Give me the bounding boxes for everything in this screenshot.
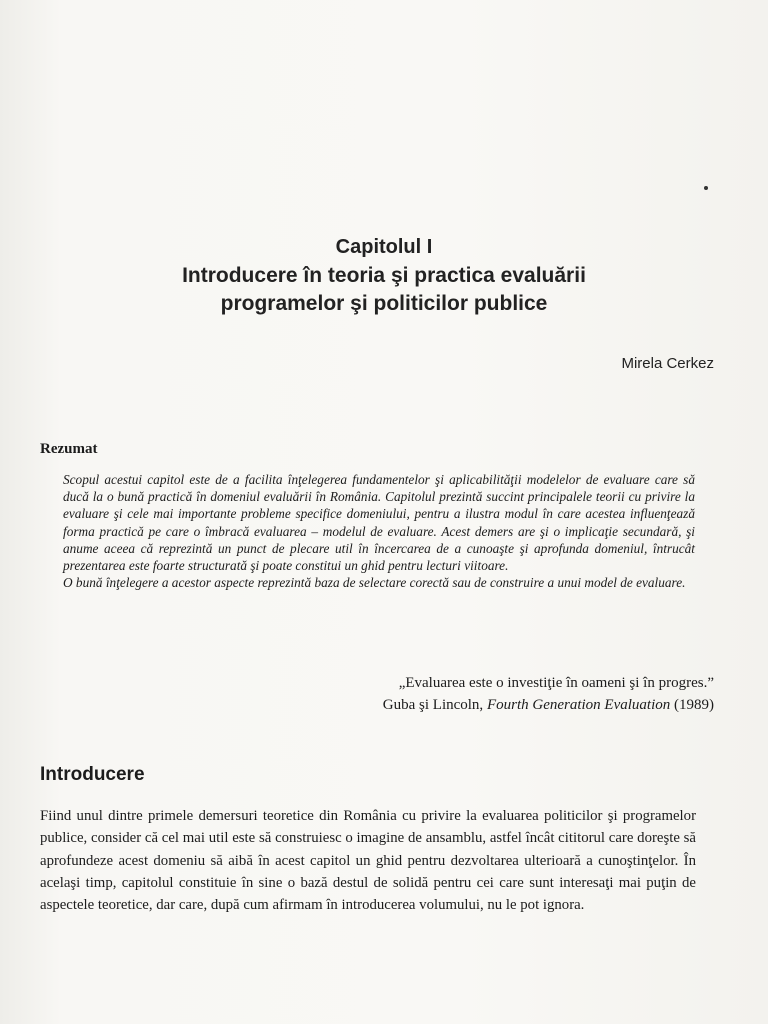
abstract-text — [63, 471, 695, 591]
epigraph-work-title: Fourth Generation Evaluation — [486, 697, 671, 713]
epigraph-quote: „Evaluarea este o investiţie în oameni şi în progres.” — [398, 675, 714, 691]
epigraph — [383, 672, 714, 716]
chapter-number: Capitolul I — [335, 236, 433, 258]
introduction-body: Fiind unul dintre primele demersuri teoretice din România cu privire la evaluarea politicilor şi programelor publice, consider că cel mai util este să construiesc o imagine de ansamblu, astfel încât cititorul care doreşte să aprofundeze acest domeniu să aibă în acest capitol un ghid pentru dezvoltarea ulterioară a cunoştinţelor. În acelaşi timp, capitolul constituie în sine o bază destul de solidă pentru cei care sunt interesaţi mai puţin de aspectele teoretice, dar care, după cum afirmam în introducerea volumului, nu le pot ignora. — [40, 808, 696, 914]
abstract-paragraph-1: Scopul acestui capitol este de a facilita înţelegerea fundamentelor şi aplicabilităţii modelelor de evaluare care să ducă la o bună practică în domeniul evaluării în România. Capitolul prezintă succint principalele teorii cu privire la evaluare şi cele mai importante probleme specifice domeniului, pentru a ilustra modul în care acestea influenţează forma practică pe care o îmbracă evaluarea – modelul de evaluare. Acest demers are şi o implicaţie secundară, şi anume aceea că reprezintă un punct de plecare util în încercarea de a cunoaşte şi aprofunda domeniul, întrucât prezentarea este foarte structurată şi poate constitui un ghid pentru lecturi viitoare. — [63, 472, 695, 574]
epigraph-authors: Guba şi Lincoln, — [382, 697, 487, 713]
epigraph-year: (1989) — [670, 697, 714, 713]
ink-speck — [704, 186, 708, 190]
chapter-author: Mirela Cerkez — [621, 355, 714, 372]
abstract-paragraph-2: O bună înţelegere a acestor aspecte reprezintă baza de selectare corectă sau de construire a unui model de evaluare. — [63, 575, 686, 591]
chapter-title-line-1: Introducere în teoria şi practica evaluării — [182, 264, 586, 287]
abstract-heading: Rezumat — [40, 441, 98, 457]
chapter-title-line-2: programelor şi politicilor publice — [220, 292, 548, 315]
epigraph-source — [383, 694, 714, 716]
introduction-heading: Introducere — [40, 764, 145, 785]
